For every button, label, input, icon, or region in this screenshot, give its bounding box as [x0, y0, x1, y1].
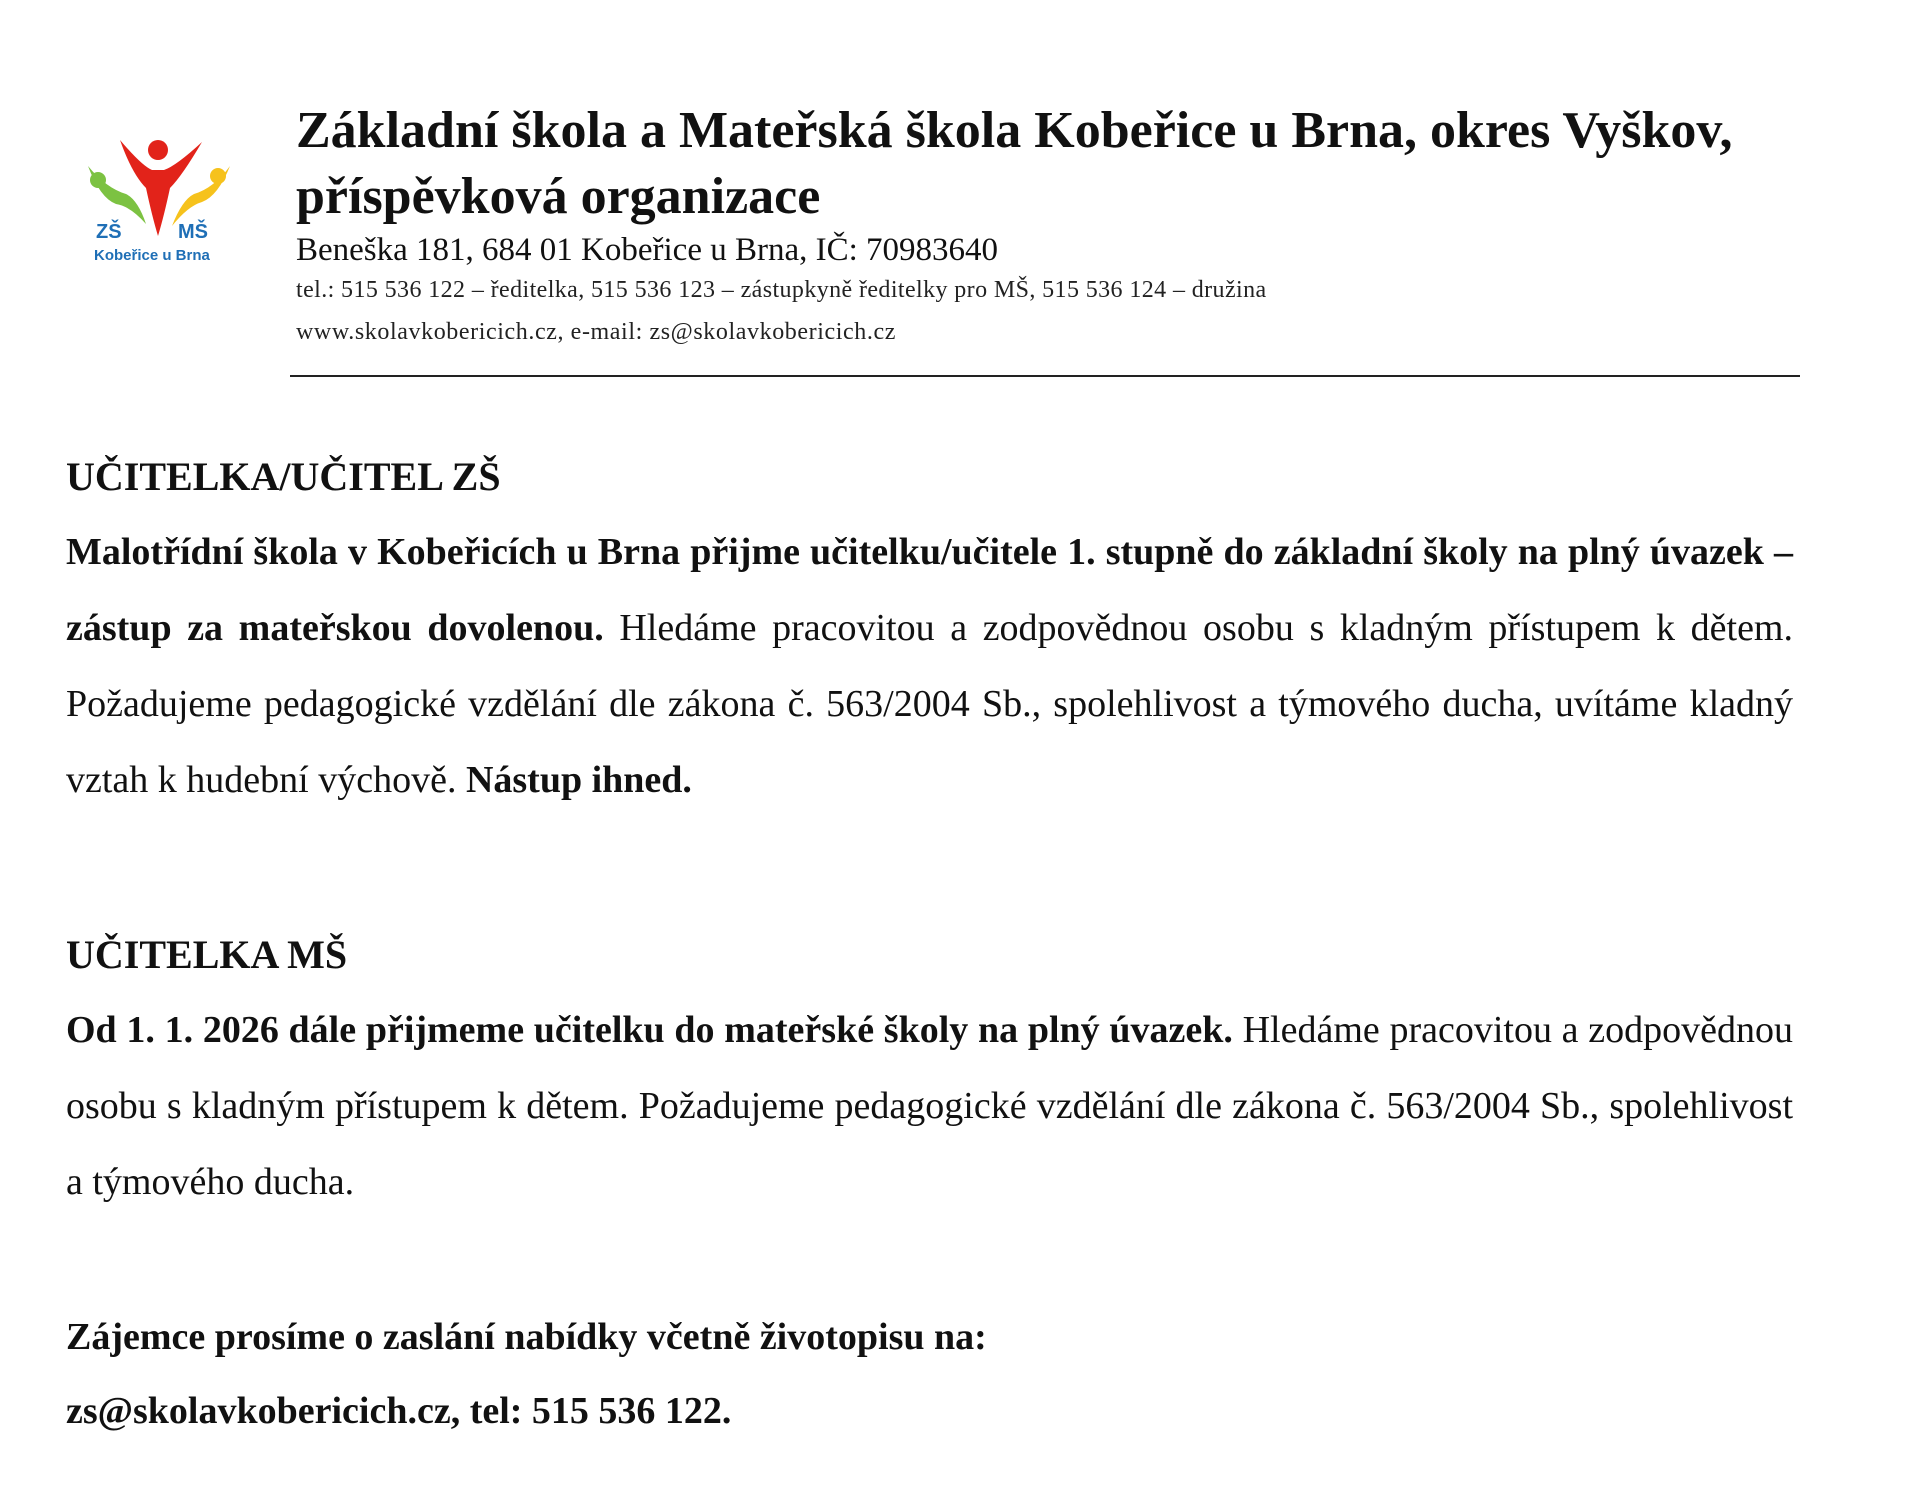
- closing-line-1: Zájemce prosíme o zaslání nabídky včetně životopisu na:: [66, 1316, 987, 1358]
- header-divider: [290, 375, 1800, 377]
- section-body-zs: [66, 514, 1793, 818]
- job-section-ms: [66, 930, 1793, 1220]
- closing-line-2: zs@skolavkobericich.cz, tel: 515 536 122.: [66, 1390, 732, 1432]
- school-contacts: tel.: 515 536 122 – ředitelka, 515 536 123 – zástupkyně ředitelky pro MŠ, 515 536 124 – družina: [296, 277, 1267, 303]
- section-text-zs: Hledáme pracovitou a zodpovědnou osobu s kladným přístupem k dětem. Požadujeme pedagogické vzdělání dle zákona č. 563/2004 Sb., spolehlivost a týmového ducha, uvítáme kladný vztah k hudební výchově.: [66, 607, 1793, 801]
- school-name: Základní škola a Mateřská škola Kobeřice u Brna, okres Vyškov, příspěvková organizace: [296, 102, 1733, 225]
- logo-red-head: [148, 140, 168, 160]
- section-bold-intro-zs: Malotřídní škola v Kobeřicích u Brna přijme učitelku/učitele 1. stupně do základní školy na plný úvazek – zástup za mateřskou dovolenou.: [66, 531, 1793, 649]
- logo-subtitle: Kobeřice u Brna: [94, 247, 210, 264]
- letterhead: [296, 98, 1796, 348]
- closing-block: [66, 1300, 1793, 1448]
- school-logo: [86, 136, 232, 266]
- section-title-ms: UČITELKA MŠ: [66, 932, 348, 977]
- job-section-zs: [66, 452, 1793, 818]
- section-start-note: Nástup ihned.: [465, 759, 692, 801]
- school-web-email: www.skolavkobericich.cz, e-mail: zs@skolavkobericich.cz: [296, 319, 896, 345]
- section-title-zs: UČITELKA/UČITEL ZŠ: [66, 454, 501, 499]
- logo-zs-text: ZŠ: [96, 221, 122, 243]
- school-address: Beneška 181, 684 01 Kobeřice u Brna, IČ: 70983640: [296, 232, 999, 268]
- section-body-ms: [66, 992, 1793, 1220]
- section-text-ms: Hledáme pracovitou a zodpovědnou osobu s kladným přístupem k dětem. Požadujeme pedagogické vzdělání dle zákona č. 563/2004 Sb., spolehlivost a týmového ducha.: [66, 1009, 1793, 1203]
- logo-ms-text: MŠ: [178, 221, 208, 243]
- section-bold-intro-ms: Od 1. 1. 2026 dále přijmeme učitelku do mateřské školy na plný úvazek.: [66, 1009, 1233, 1051]
